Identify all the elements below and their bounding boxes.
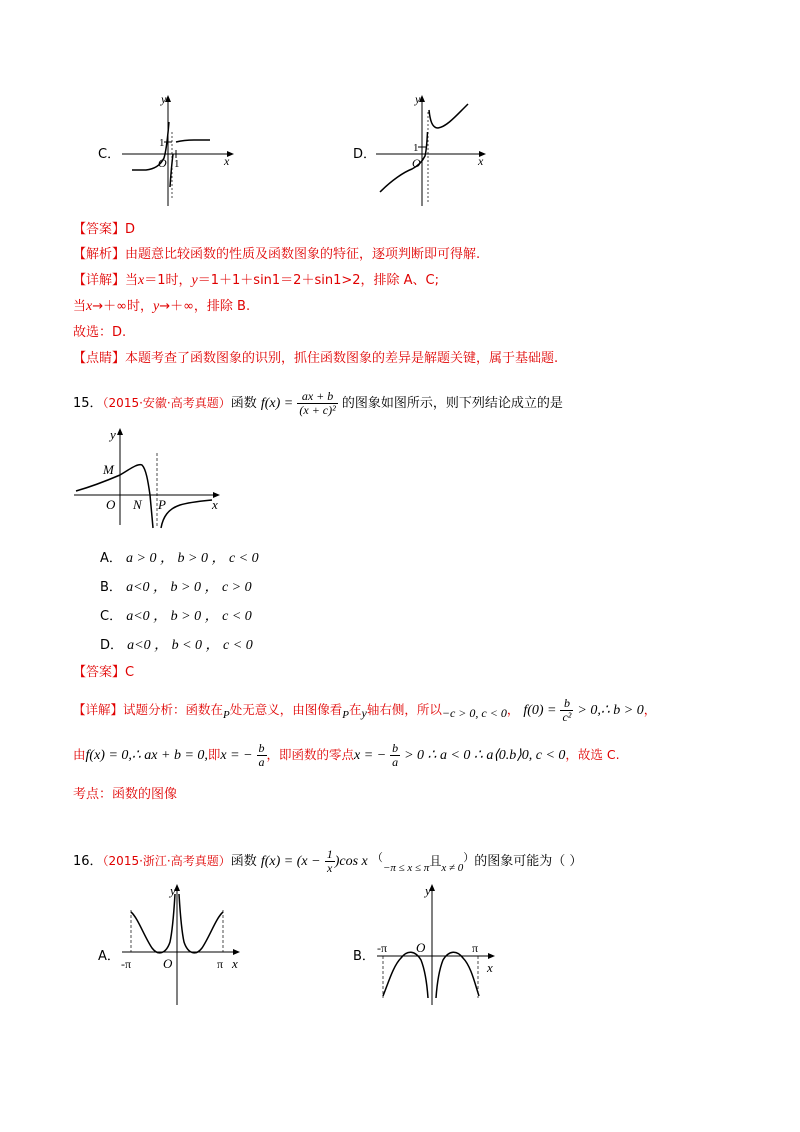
axis-y-label: y [170, 883, 176, 898]
graph-option-a [118, 880, 248, 1008]
detail-text: 当 [125, 273, 139, 288]
detail-text: 由 [73, 747, 86, 762]
answer-value: D [125, 222, 136, 237]
func-fraction [297, 390, 337, 417]
fraction-numerator: 1 [326, 847, 333, 861]
option-b[interactable] [100, 576, 252, 596]
axis-y-label: y [161, 92, 167, 106]
fraction-numerator: ax + b [297, 390, 337, 404]
axis-y-label: y [110, 427, 116, 442]
option-a[interactable] [100, 547, 259, 567]
fraction-denominator: c² [562, 710, 572, 724]
func-lhs: f(x) = [260, 396, 294, 411]
neg-pi-label: -π [377, 941, 388, 955]
stem-text: 的图象可能为（ ） [474, 854, 583, 869]
point-n-label: N [133, 497, 142, 512]
zero-fraction [390, 742, 400, 769]
var-y: y [191, 273, 198, 288]
fraction-denominator: (x + c)² [299, 403, 336, 417]
q16-stem [73, 843, 582, 883]
origin-label: O [158, 156, 167, 170]
fraction-numerator: b [560, 697, 573, 711]
x-fraction [257, 742, 267, 769]
point-p-label: P [158, 497, 166, 512]
detail-text: 在 [349, 702, 362, 717]
detail-text: ， [506, 702, 520, 717]
detail-text: ，即函数的零点 [266, 747, 355, 762]
option-label: C． [100, 609, 123, 624]
equation: f(x) = 0,∴ ax + b = 0, [85, 748, 208, 763]
axis-x-label: x [224, 154, 230, 168]
option-c-label: C． [98, 147, 121, 162]
condition: −π ≤ x ≤ π [382, 862, 430, 874]
origin-label: O [412, 156, 421, 170]
detail-text: ＝1时， [144, 273, 192, 288]
detail-text: 试题分析：函数在 [123, 702, 224, 717]
condition-open: （ [371, 851, 383, 864]
q14-answer [73, 221, 135, 239]
detail-tag: 【详解】 [73, 702, 124, 717]
axis-y-label: y [425, 883, 431, 898]
tick-label-x-1: 1 [174, 158, 180, 170]
neg-pi-label: -π [121, 957, 132, 971]
q15-answer [73, 664, 134, 682]
stem-text: 函数 [230, 396, 257, 411]
q15-stem [73, 388, 563, 419]
comment-text: 本题考查了函数图象的识别，抓住函数图象的差异是解题关键，属于基础题. [125, 351, 559, 366]
axis-y-label: y [415, 92, 421, 106]
q14-comment [73, 350, 558, 368]
stem-text: 函数 [230, 854, 257, 869]
detail-text: →＋∞时， [92, 299, 153, 314]
origin-label: O [106, 497, 116, 512]
analysis-text: 由题意比较函数的性质及函数图象的特征，逐项判断即可得解. [125, 247, 481, 262]
pi-label: π [472, 941, 479, 955]
answer-value: C [125, 665, 135, 680]
graph-option-c [118, 92, 240, 210]
func-fraction [325, 848, 335, 875]
axis-x-label: x [478, 154, 484, 168]
x-equation: x = − [220, 748, 253, 763]
origin-label: O [163, 956, 173, 971]
option-text: a<0 ， b < 0 ， c < 0 [127, 638, 253, 653]
q15-detail [73, 697, 656, 727]
var-y: y [361, 706, 367, 720]
f0-fraction [560, 697, 573, 724]
var-p: P [223, 709, 230, 721]
graph-option-d [372, 92, 494, 210]
var-x: x [138, 273, 145, 288]
var-y: y [152, 299, 160, 314]
axis-x-label: x [212, 497, 218, 512]
option-d[interactable] [100, 634, 253, 654]
fraction-denominator: a [392, 755, 399, 769]
q15-kaodian: 考点：函数的图像 [73, 787, 178, 802]
comment-tag: 【点睛】 [73, 351, 126, 366]
condition-close: ） [463, 851, 475, 864]
zero-lhs: x = − [354, 748, 387, 763]
fraction-denominator: x [327, 861, 333, 875]
q14-choose: 故选：D. [73, 325, 127, 340]
answer-tag: 【答案】 [73, 222, 126, 237]
tick-label-y-1: 1 [413, 142, 419, 154]
point-m-label: M [103, 462, 114, 477]
option-label: B． [100, 580, 122, 595]
f0-rhs: > 0,∴ b > 0 [577, 703, 644, 718]
stem-text: 的图象如图所示，则下列结论成立的是 [341, 396, 563, 411]
zero-rhs: > 0 ∴ a < 0 ∴ a⟨0.b⟩0, c < 0 [404, 748, 566, 763]
q14-detail [73, 272, 439, 290]
detail-text: →＋∞，排除 B. [159, 299, 251, 314]
condition-2: x ≠ 0 [441, 862, 464, 874]
graph-option-b [373, 880, 503, 1008]
detail-text: 即 [207, 747, 221, 762]
var-x: x [86, 299, 93, 314]
detail-text: 当 [73, 299, 87, 314]
tick-label-y-1: 1 [159, 137, 165, 149]
option-label: D． [100, 638, 124, 653]
pi-label: π [217, 957, 224, 971]
var-p: P [342, 709, 350, 721]
q15-detail-line2 [73, 740, 620, 771]
detail-text: ，故选 C. [565, 747, 620, 762]
origin-label: O [416, 940, 426, 955]
condition-and: 且 [429, 854, 442, 868]
axis-x-label: x [232, 956, 238, 971]
option-label: A． [100, 551, 122, 566]
option-text: a > 0 ， b > 0 ， c < 0 [126, 551, 259, 566]
func-expression: f(x) = (x − [260, 854, 321, 869]
fraction-numerator: b [258, 741, 265, 755]
option-b-label: B． [353, 949, 375, 964]
inequality: −c > 0, c < 0 [441, 706, 507, 720]
question-source: （2015·安徽·高考真题） [102, 396, 231, 410]
question-number: 16． [73, 854, 103, 869]
q14-analysis [73, 246, 480, 264]
option-d-label: D． [353, 147, 377, 162]
f0-lhs: f(0) = [523, 703, 557, 718]
answer-tag: 【答案】 [73, 665, 126, 680]
option-text: a<0 ， b > 0 ， c > 0 [126, 580, 252, 595]
option-a-label: A． [98, 949, 120, 964]
question-number: 15． [73, 396, 103, 411]
func-tail: )cos x [334, 854, 368, 869]
question-source: （2015·浙江·高考真题） [102, 854, 231, 868]
option-c[interactable] [100, 605, 252, 625]
analysis-tag: 【解析】 [73, 247, 126, 262]
q15-graph [70, 425, 230, 530]
detail-tag: 【详解】 [73, 273, 126, 288]
detail-text: ＝1＋1＋sin1＝2＋sin1>2，排除 A、C; [197, 273, 439, 288]
q14-detail-line2 [73, 298, 250, 316]
detail-text: 处无意义，由图像看 [229, 702, 343, 717]
fraction-denominator: a [258, 755, 265, 769]
detail-text: 轴右侧，所以 [366, 702, 442, 717]
axis-x-label: x [487, 960, 493, 975]
option-text: a<0 ， b > 0 ， c < 0 [126, 609, 252, 624]
fraction-numerator: b [392, 741, 399, 755]
detail-text: ， [643, 702, 657, 717]
